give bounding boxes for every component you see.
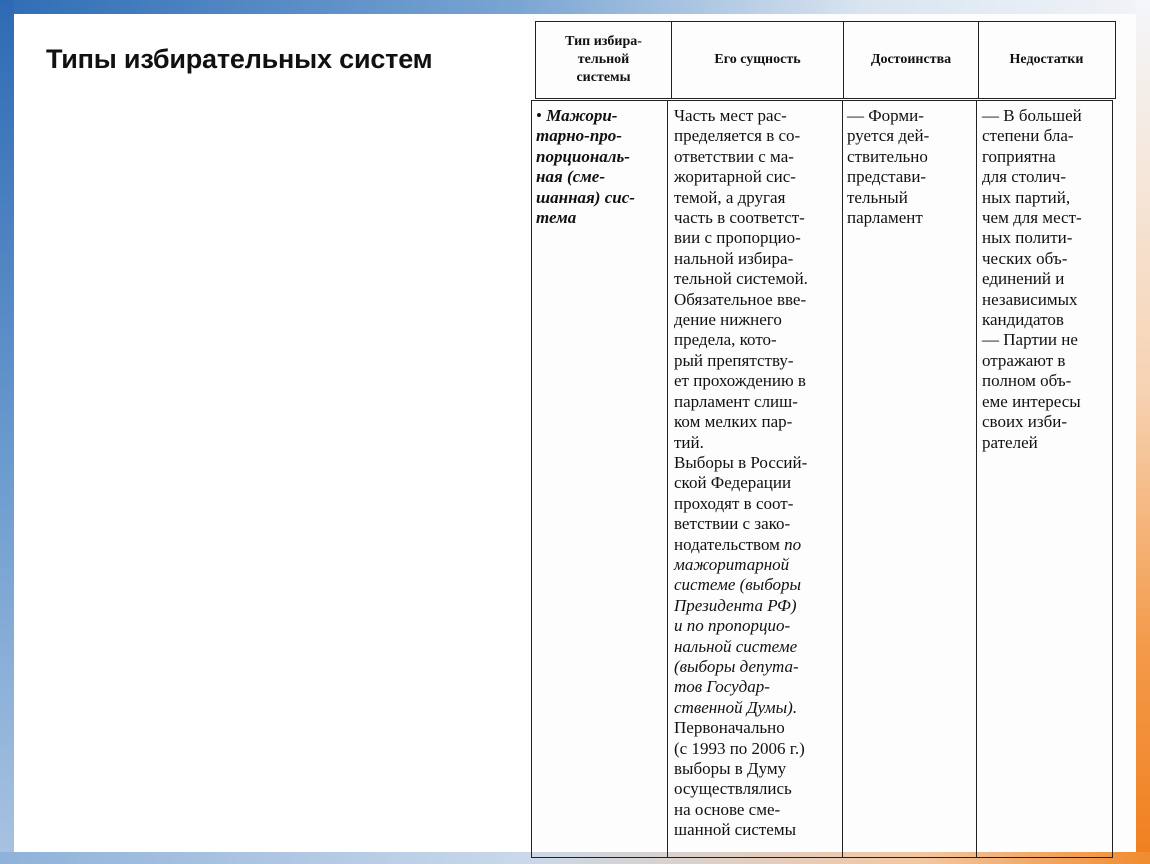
essence-line: тов Государ- bbox=[674, 677, 770, 697]
disadvantages-line: своих изби- bbox=[982, 412, 1068, 432]
essence-line: темой, а другая bbox=[674, 187, 786, 207]
header-type-line: тельной bbox=[577, 52, 630, 67]
essence-line: дение нижнего bbox=[674, 310, 782, 330]
essence-line: ветствии с зако- bbox=[674, 514, 791, 534]
essence-line: на основе сме- bbox=[674, 799, 781, 819]
advantages-line: парламент bbox=[847, 208, 923, 228]
slide-title: Типы избирательных систем bbox=[46, 44, 433, 74]
slide-frame-right bbox=[1136, 0, 1150, 864]
essence-line: тельной системой. bbox=[674, 269, 808, 289]
bullet-icon: • bbox=[536, 106, 542, 125]
advantages-line: — Форми- bbox=[847, 106, 924, 125]
essence-line: пределяется в со- bbox=[674, 126, 801, 146]
essence-line: Часть мест рас- bbox=[674, 106, 787, 125]
header-advantages: Достоинства bbox=[844, 22, 979, 98]
disadvantages-line: ных партий, bbox=[982, 187, 1071, 207]
essence-line: (с 1993 по 2006 г.) bbox=[674, 738, 805, 758]
essence-line: ской Федерации bbox=[674, 473, 792, 493]
essence-line: нодательством по bbox=[674, 534, 802, 554]
disadvantages-line: для столич- bbox=[982, 167, 1067, 187]
essence-line: предела, кото- bbox=[674, 330, 777, 350]
advantages-line: ствительно bbox=[847, 146, 928, 166]
type-line: шанная) сис- bbox=[536, 187, 635, 207]
type-line: ная (сме- bbox=[536, 167, 606, 187]
essence-line: проходят в соот- bbox=[674, 493, 794, 513]
header-type-line: системы bbox=[576, 70, 631, 85]
disadvantages-line: степени бла- bbox=[982, 126, 1074, 146]
disadvantages-line: независимых bbox=[982, 289, 1078, 309]
essence-line: Выборы в Россий- bbox=[674, 452, 808, 472]
essence-line: рый препятству- bbox=[674, 350, 794, 370]
disadvantages-line: чем для мест- bbox=[982, 208, 1082, 228]
type-line: • Мажори- bbox=[536, 106, 618, 125]
essence-line: нальной избира- bbox=[674, 248, 794, 268]
disadvantages-line: отражают в bbox=[982, 350, 1066, 370]
disadvantages-line: ных полити- bbox=[982, 228, 1073, 248]
essence-line: ет прохождению в bbox=[674, 371, 806, 391]
essence-line: выборы в Думу bbox=[674, 759, 787, 778]
cell-system-type bbox=[532, 101, 668, 857]
type-line: порциональ- bbox=[536, 146, 630, 166]
disadvantages-line: гоприятна bbox=[982, 146, 1056, 166]
essence-line: ответствии с ма- bbox=[674, 146, 794, 166]
table-row bbox=[531, 100, 1113, 858]
essence-line: часть в соответст- bbox=[674, 208, 805, 228]
essence-line: ственной Думы). bbox=[674, 697, 798, 717]
essence-line: Обязательное вве- bbox=[674, 289, 807, 309]
essence-line: вии с пропорцио- bbox=[674, 228, 801, 248]
table-header-row bbox=[535, 21, 1116, 99]
essence-line: (выборы депута- bbox=[674, 656, 799, 676]
type-line: тема bbox=[536, 208, 577, 228]
essence-line: тий. bbox=[674, 432, 704, 452]
essence-line: и по пропорцио- bbox=[674, 616, 791, 636]
disadvantages-line: — Партии не bbox=[982, 330, 1078, 350]
advantages-line: тельный bbox=[847, 187, 908, 207]
essence-line: Президента РФ) bbox=[674, 595, 797, 615]
header-essence: Его сущность bbox=[672, 22, 844, 98]
cell-disadvantages bbox=[977, 101, 1112, 857]
disadvantages-line: рателей bbox=[982, 432, 1038, 452]
essence-line: осуществлялись bbox=[674, 779, 792, 799]
header-disadvantages: Недостатки bbox=[1009, 52, 1084, 67]
disadvantages-line: еме интересы bbox=[982, 391, 1081, 411]
cell-advantages bbox=[843, 101, 977, 857]
header-type bbox=[536, 22, 672, 98]
essence-line: парламент слиш- bbox=[674, 391, 798, 411]
essence-line: шанной системы bbox=[674, 820, 797, 840]
advantages-line: представи- bbox=[847, 167, 927, 187]
cell-essence bbox=[668, 101, 843, 857]
slide-frame-left bbox=[0, 0, 14, 864]
essence-line: мажоритарной bbox=[674, 554, 790, 574]
essence-line: нальной системе bbox=[674, 636, 798, 656]
type-line: тарно-про- bbox=[536, 126, 622, 146]
disadvantages-line: полном объ- bbox=[982, 371, 1072, 391]
essence-inline-italic: по bbox=[784, 534, 802, 554]
header-type-line: Тип избира- bbox=[565, 34, 642, 49]
essence-line: жоритарной сис- bbox=[674, 167, 796, 187]
essence-line: системе (выборы bbox=[674, 575, 802, 595]
advantages-line: руется дей- bbox=[847, 126, 930, 146]
disadvantages-line: ческих объ- bbox=[982, 248, 1068, 268]
disadvantages-line: единений и bbox=[982, 269, 1065, 289]
essence-line: ком мелких пар- bbox=[674, 412, 793, 432]
slide-frame-top bbox=[0, 0, 1150, 14]
disadvantages-line: кандидатов bbox=[982, 310, 1064, 330]
essence-line: Первоначально bbox=[674, 718, 785, 738]
disadvantages-line: — В большей bbox=[982, 106, 1082, 125]
